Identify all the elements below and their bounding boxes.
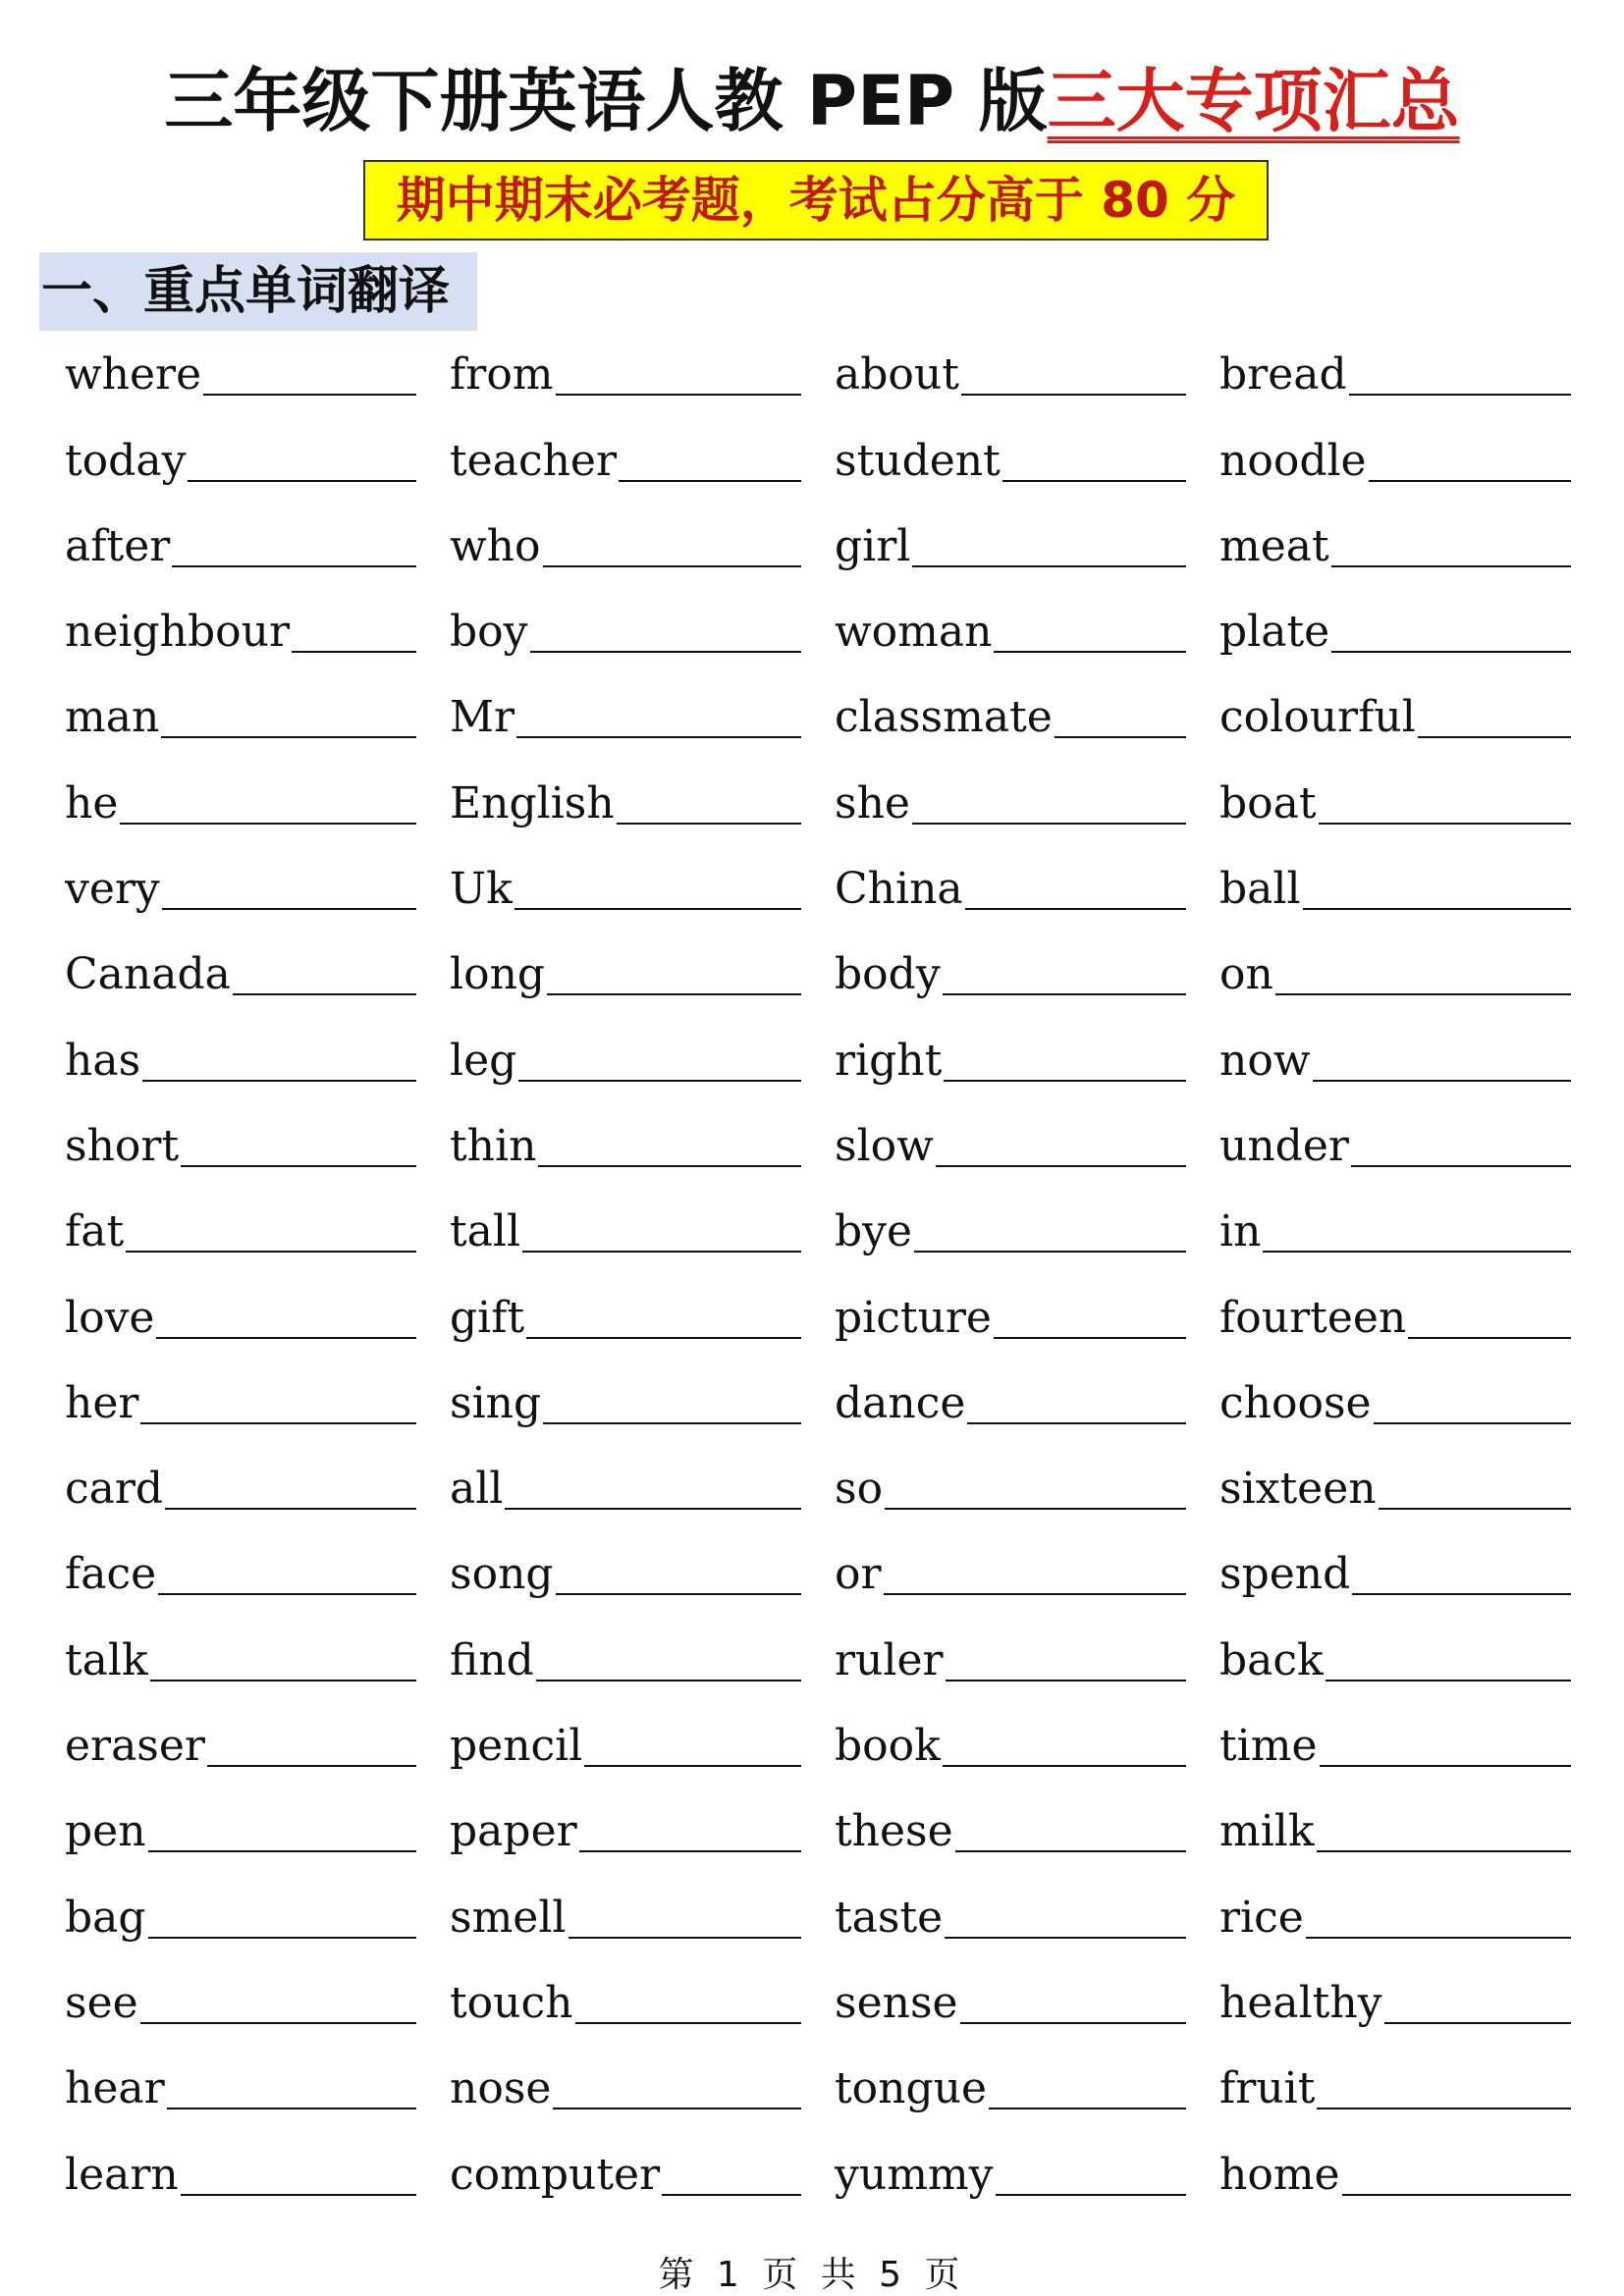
word-label: on <box>1219 949 1273 1000</box>
word-item <box>835 1789 1186 1874</box>
answer-blank[interactable] <box>568 1937 802 1939</box>
answer-blank[interactable] <box>203 394 416 396</box>
answer-blank[interactable] <box>556 1593 801 1595</box>
answer-blank[interactable] <box>553 2108 801 2109</box>
word-label: noodle <box>1219 435 1367 486</box>
word-item <box>450 1617 801 1702</box>
word-item <box>65 1617 416 1702</box>
answer-blank[interactable] <box>994 1337 1186 1339</box>
word-item <box>835 2046 1186 2131</box>
answer-blank[interactable] <box>965 908 1186 910</box>
answer-blank[interactable] <box>619 480 801 482</box>
answer-blank[interactable] <box>150 1680 416 1682</box>
word-item <box>1219 1274 1571 1360</box>
answer-blank[interactable] <box>514 908 801 910</box>
answer-blank[interactable] <box>1349 394 1571 396</box>
answer-blank[interactable] <box>955 1850 1186 1852</box>
answer-blank[interactable] <box>172 565 416 567</box>
answer-blank[interactable] <box>1326 1680 1571 1682</box>
word-item <box>1219 1617 1571 1702</box>
word-item <box>450 846 801 932</box>
word-item <box>835 1874 1186 1959</box>
answer-blank[interactable] <box>1306 1937 1571 1939</box>
word-item <box>835 1103 1186 1189</box>
answer-blank[interactable] <box>536 1680 801 1682</box>
word-item <box>835 1189 1186 1274</box>
answer-blank[interactable] <box>1369 480 1571 482</box>
answer-blank[interactable] <box>505 1508 801 1510</box>
answer-blank[interactable] <box>960 2022 1186 2024</box>
word-label: English <box>450 777 615 828</box>
word-label: fruit <box>1219 2063 1316 2114</box>
answer-blank[interactable] <box>1331 651 1571 653</box>
answer-blank[interactable] <box>1352 1593 1571 1595</box>
word-label: plate <box>1219 607 1330 658</box>
word-item <box>835 1703 1186 1789</box>
answer-blank[interactable] <box>912 565 1186 567</box>
page-title <box>0 57 1624 145</box>
answer-blank[interactable] <box>945 1937 1186 1939</box>
word-item <box>835 1531 1186 1617</box>
word-label: book <box>835 1721 941 1772</box>
word-label: very <box>65 864 160 915</box>
word-label: hear <box>65 2063 165 2114</box>
word-label: fourteen <box>1219 1292 1407 1343</box>
answer-blank[interactable] <box>1319 823 1571 825</box>
answer-blank[interactable] <box>1320 1765 1571 1767</box>
word-label: time <box>1219 1721 1318 1772</box>
answer-blank[interactable] <box>1418 736 1571 738</box>
answer-blank[interactable] <box>207 1765 416 1767</box>
answer-blank[interactable] <box>1313 1080 1572 1082</box>
answer-blank[interactable] <box>617 823 801 825</box>
word-label: where <box>65 349 202 400</box>
word-label: boat <box>1219 777 1317 828</box>
word-label: all <box>450 1464 504 1515</box>
word-item <box>450 1189 801 1274</box>
word-item <box>835 332 1186 417</box>
word-label: picture <box>835 1292 992 1343</box>
word-item <box>1219 1189 1571 1274</box>
word-label: colourful <box>1219 692 1416 743</box>
word-label: woman <box>835 607 993 658</box>
word-item <box>450 1103 801 1189</box>
word-label: these <box>835 1806 953 1857</box>
answer-blank[interactable] <box>188 480 416 482</box>
word-item <box>65 332 416 417</box>
word-label: Canada <box>65 949 231 1000</box>
answer-blank[interactable] <box>1002 480 1186 482</box>
word-item <box>1219 2131 1571 2216</box>
word-item <box>1219 1446 1571 1531</box>
word-item <box>1219 1703 1571 1789</box>
word-item <box>835 1617 1186 1702</box>
word-item <box>1219 1789 1571 1874</box>
word-item <box>1219 1017 1571 1102</box>
answer-blank[interactable] <box>538 1165 801 1167</box>
word-item <box>835 417 1186 503</box>
word-item <box>835 504 1186 589</box>
word-item <box>450 1017 801 1102</box>
word-item <box>1219 2046 1571 2131</box>
word-item <box>1219 589 1571 674</box>
word-item <box>1219 1361 1571 1446</box>
word-label: from <box>450 349 554 400</box>
word-item <box>65 846 416 932</box>
answer-blank[interactable] <box>1303 908 1571 910</box>
section-heading: 一、重点单词翻译 <box>39 252 477 331</box>
word-label: yummy <box>835 2149 994 2200</box>
word-label: taste <box>835 1892 944 1943</box>
word-item <box>1219 1531 1571 1617</box>
answer-blank[interactable] <box>292 651 416 653</box>
answer-blank[interactable] <box>556 394 801 396</box>
word-label: ruler <box>835 1634 944 1685</box>
word-item <box>65 760 416 845</box>
word-item <box>65 417 416 503</box>
answer-blank[interactable] <box>162 908 416 910</box>
word-item <box>835 1017 1186 1102</box>
word-label: teacher <box>450 435 618 486</box>
word-item <box>450 1446 801 1531</box>
word-label: rice <box>1219 1892 1304 1943</box>
word-item <box>65 1789 416 1874</box>
answer-blank[interactable] <box>148 1850 416 1852</box>
word-label: spend <box>1219 1549 1351 1600</box>
title-highlight: 三大专项汇总 <box>1047 61 1460 141</box>
word-label: card <box>65 1464 164 1515</box>
word-label: after <box>65 520 171 571</box>
word-item <box>1219 417 1571 503</box>
word-label: under <box>1219 1120 1349 1171</box>
answer-blank[interactable] <box>1275 993 1571 995</box>
word-item <box>450 2131 801 2216</box>
word-item <box>835 760 1186 845</box>
word-label: fat <box>65 1206 125 1257</box>
word-item <box>1219 1874 1571 1959</box>
word-label: learn <box>65 2149 179 2200</box>
answer-blank[interactable] <box>944 1080 1186 1082</box>
word-item <box>450 504 801 589</box>
word-label: touch <box>450 1977 573 2028</box>
word-label: dance <box>835 1377 966 1428</box>
answer-blank[interactable] <box>914 1251 1186 1253</box>
word-label: meat <box>1219 520 1329 571</box>
answer-blank[interactable] <box>994 651 1186 653</box>
word-item <box>450 1274 801 1360</box>
answer-blank[interactable] <box>165 1508 416 1510</box>
word-label: find <box>450 1634 534 1685</box>
word-label: now <box>1219 1035 1311 1086</box>
word-label: Mr <box>450 692 515 743</box>
answer-blank[interactable] <box>967 1422 1186 1424</box>
word-label: bag <box>65 1892 146 1943</box>
word-label: smell <box>450 1892 567 1943</box>
answer-blank[interactable] <box>1379 1508 1571 1510</box>
word-label: nose <box>450 2063 552 2114</box>
word-label: ball <box>1219 864 1301 915</box>
word-item <box>450 760 801 845</box>
title-main: 三年级下册英语人教 PEP 版 <box>164 61 1048 141</box>
word-label: paper <box>450 1806 577 1857</box>
answer-blank[interactable] <box>579 1850 801 1852</box>
word-label: has <box>65 1035 141 1086</box>
word-item <box>1219 674 1571 760</box>
answer-blank[interactable] <box>885 1508 1186 1510</box>
word-item <box>835 1446 1186 1531</box>
answer-blank[interactable] <box>181 1165 416 1167</box>
answer-blank[interactable] <box>1263 1251 1571 1253</box>
word-item <box>450 1703 801 1789</box>
word-item <box>450 932 801 1017</box>
word-item <box>450 332 801 417</box>
answer-blank[interactable] <box>1317 1850 1571 1852</box>
answer-blank[interactable] <box>584 1765 801 1767</box>
answer-blank[interactable] <box>543 1422 801 1424</box>
page-footer: 第 1 页 共 5 页 <box>658 2255 966 2295</box>
word-item <box>65 504 416 589</box>
word-item <box>1219 932 1571 1017</box>
word-label: short <box>65 1120 180 1171</box>
word-label: boy <box>450 607 528 658</box>
word-item <box>450 2046 801 2131</box>
answer-blank[interactable] <box>1331 565 1571 567</box>
word-item <box>450 1960 801 2046</box>
word-item <box>835 2131 1186 2216</box>
answer-blank[interactable] <box>167 2108 416 2109</box>
word-item <box>65 1960 416 2046</box>
word-label: choose <box>1219 1377 1372 1428</box>
word-item <box>65 1361 416 1446</box>
answer-blank[interactable] <box>142 1080 416 1082</box>
word-item <box>65 1874 416 1959</box>
word-label: leg <box>450 1035 517 1086</box>
answer-blank[interactable] <box>884 1593 1186 1595</box>
answer-blank[interactable] <box>161 736 416 738</box>
answer-blank[interactable] <box>516 736 801 738</box>
word-item <box>65 1703 416 1789</box>
word-label: Uk <box>450 864 513 915</box>
word-item <box>835 932 1186 1017</box>
word-item <box>65 1446 416 1531</box>
answer-blank[interactable] <box>543 565 802 567</box>
answer-blank[interactable] <box>120 823 416 825</box>
answer-blank[interactable] <box>1374 1422 1571 1424</box>
word-item <box>1219 332 1571 417</box>
word-label: love <box>65 1292 155 1343</box>
answer-blank[interactable] <box>1317 2108 1571 2109</box>
word-item <box>1219 760 1571 845</box>
word-item <box>450 589 801 674</box>
answer-blank[interactable] <box>181 2194 416 2196</box>
answer-blank[interactable] <box>1351 1165 1571 1167</box>
answer-blank[interactable] <box>547 993 801 995</box>
word-label: classmate <box>835 692 1053 743</box>
word-item <box>835 589 1186 674</box>
word-label: gift <box>450 1292 525 1343</box>
word-label: so <box>835 1464 884 1515</box>
word-label: body <box>835 949 941 1000</box>
answer-blank[interactable] <box>1055 736 1186 738</box>
answer-blank[interactable] <box>1384 2022 1571 2024</box>
answer-blank[interactable] <box>996 2194 1187 2196</box>
word-item <box>835 1960 1186 2046</box>
word-label: right <box>835 1035 943 1086</box>
word-label: talk <box>65 1634 148 1685</box>
word-item <box>65 589 416 674</box>
word-item <box>65 1103 416 1189</box>
word-label: back <box>1219 1634 1324 1685</box>
answer-blank[interactable] <box>518 1080 801 1082</box>
word-item <box>835 674 1186 760</box>
word-label: long <box>450 949 546 1000</box>
answer-blank[interactable] <box>912 823 1186 825</box>
answer-blank[interactable] <box>943 993 1186 995</box>
word-label: bread <box>1219 349 1347 400</box>
word-item <box>450 674 801 760</box>
word-label: thin <box>450 1120 537 1171</box>
word-label: eraser <box>65 1721 205 1772</box>
word-label: who <box>450 520 541 571</box>
word-label: healthy <box>1219 1977 1382 2028</box>
word-item <box>65 1189 416 1274</box>
word-item <box>65 1274 416 1360</box>
answer-blank[interactable] <box>156 1337 416 1339</box>
answer-blank[interactable] <box>522 1251 801 1253</box>
word-item <box>450 1874 801 1959</box>
answer-blank[interactable] <box>126 1251 416 1253</box>
word-item <box>835 1361 1186 1446</box>
word-label: her <box>65 1377 139 1428</box>
answer-blank[interactable] <box>946 1680 1186 1682</box>
word-label: about <box>835 349 959 400</box>
word-label: he <box>65 777 119 828</box>
answer-blank[interactable] <box>961 394 1186 396</box>
word-label: today <box>65 435 187 486</box>
answer-blank[interactable] <box>140 2022 416 2024</box>
answer-blank[interactable] <box>1408 1337 1571 1339</box>
word-label: in <box>1219 1206 1262 1257</box>
word-item <box>65 2131 416 2216</box>
answer-blank[interactable] <box>662 2194 801 2196</box>
word-label: home <box>1219 2149 1340 2200</box>
word-label: bye <box>835 1206 913 1257</box>
word-item <box>1219 1960 1571 2046</box>
word-label: China <box>835 864 963 915</box>
word-label: sing <box>450 1377 542 1428</box>
word-label: milk <box>1219 1806 1315 1857</box>
word-item <box>450 1531 801 1617</box>
word-item <box>1219 1103 1571 1189</box>
word-label: tall <box>450 1206 521 1257</box>
word-label: she <box>835 777 910 828</box>
answer-blank[interactable] <box>936 1165 1186 1167</box>
answer-blank[interactable] <box>233 993 416 995</box>
word-label: sixteen <box>1219 1464 1377 1515</box>
answer-blank[interactable] <box>148 1937 416 1939</box>
word-label: song <box>450 1549 554 1600</box>
exam-banner: 期中期末必考题，考试占分高于 80 分 <box>363 160 1269 240</box>
word-label: pencil <box>450 1721 583 1772</box>
word-label: computer <box>450 2149 661 2200</box>
answer-blank[interactable] <box>1342 2194 1571 2196</box>
answer-blank[interactable] <box>989 2108 1186 2109</box>
word-item <box>835 1274 1186 1360</box>
word-label: pen <box>65 1806 146 1857</box>
word-item <box>65 932 416 1017</box>
word-item <box>450 417 801 503</box>
word-label: or <box>835 1549 882 1600</box>
word-label: neighbour <box>65 607 290 658</box>
word-label: face <box>65 1549 157 1600</box>
answer-blank[interactable] <box>140 1422 416 1424</box>
answer-blank[interactable] <box>575 2022 802 2024</box>
answer-blank[interactable] <box>158 1593 416 1595</box>
word-item <box>835 846 1186 932</box>
word-item <box>65 2046 416 2131</box>
word-grid <box>65 332 1573 2217</box>
answer-blank[interactable] <box>530 651 801 653</box>
word-item <box>65 1017 416 1102</box>
word-item <box>65 674 416 760</box>
word-item <box>65 1531 416 1617</box>
answer-blank[interactable] <box>943 1765 1186 1767</box>
word-item <box>450 1789 801 1874</box>
answer-blank[interactable] <box>526 1337 801 1339</box>
word-label: man <box>65 692 160 743</box>
word-item <box>450 1361 801 1446</box>
word-label: girl <box>835 520 911 571</box>
word-item <box>1219 504 1571 589</box>
word-label: slow <box>835 1120 934 1171</box>
word-label: sense <box>835 1977 958 2028</box>
word-label: student <box>835 435 1001 486</box>
word-item <box>1219 846 1571 932</box>
word-label: tongue <box>835 2063 988 2114</box>
word-label: see <box>65 1977 138 2028</box>
